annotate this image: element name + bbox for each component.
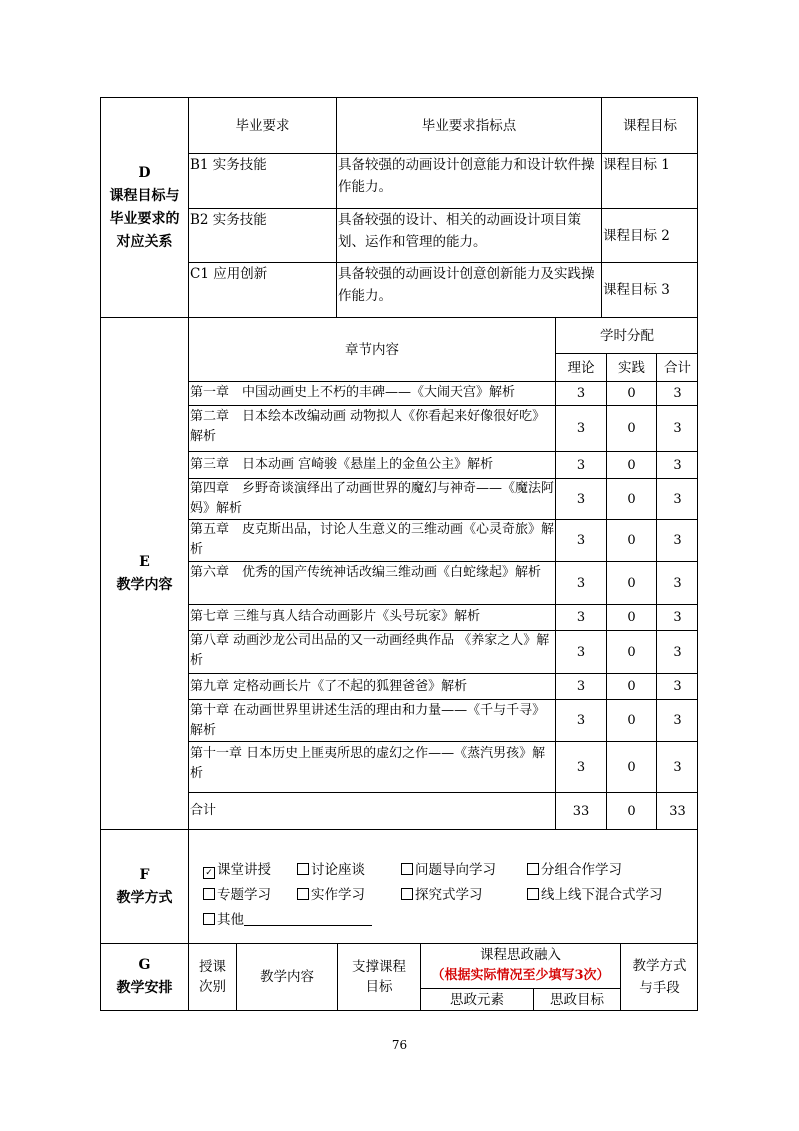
label-line: D xyxy=(138,164,151,181)
requirement-cell: C1 应用创新 xyxy=(190,266,268,282)
theory-hours: 3 xyxy=(576,610,586,625)
chapter-row: 第八章 动画沙龙公司出品的又一动画经典作品 《养家之人》解析 xyxy=(190,633,550,668)
chapter-row: 第十一章 日本历史上匪夷所思的虚幻之作——《蒸汽男孩》解析 xyxy=(190,746,546,781)
total-hours: 3 xyxy=(673,759,682,775)
chapter-row: 第七章 三维与真人结合动画影片《头号玩家》解析 xyxy=(190,609,481,624)
header-teaching-content: 教学内容 xyxy=(260,969,314,985)
section-d-label xyxy=(101,98,188,317)
option-label: 实作学习 xyxy=(311,887,365,903)
practice-hours: 0 xyxy=(627,759,636,775)
header-ideology-element: 思政元素 xyxy=(450,991,504,1008)
header-ideology: 课程思政融入 xyxy=(480,947,561,963)
header-total: 合计 xyxy=(664,359,691,376)
label-line: 教学安排 xyxy=(116,980,173,996)
other-fill-line[interactable] xyxy=(244,911,372,926)
practice-hours: 0 xyxy=(627,644,636,660)
method-option-discussion[interactable] xyxy=(297,860,365,880)
total-hours: 3 xyxy=(673,713,682,728)
theory-hours: 3 xyxy=(576,759,586,775)
header-requirement: 毕业要求 xyxy=(235,117,290,134)
total-row-label: 合计 xyxy=(190,802,217,818)
method-option-inquiry[interactable] xyxy=(401,885,483,905)
label-line: 教学方式 xyxy=(116,889,173,906)
checkbox-icon[interactable] xyxy=(527,888,539,900)
option-label: 其他 xyxy=(217,912,244,928)
practice-hours: 0 xyxy=(627,457,636,473)
total-hours: 3 xyxy=(673,575,682,591)
chapter-row: 第四章 乡野奇谈演绎出了动画世界的魔幻与神奇——《魔法阿妈》解析 xyxy=(190,481,555,516)
theory-hours: 3 xyxy=(576,491,586,507)
total-hours: 3 xyxy=(673,457,682,473)
divider xyxy=(188,830,189,943)
header-course-goal: 课程目标 xyxy=(623,117,677,134)
checkbox-icon[interactable] xyxy=(401,863,413,875)
checkbox-icon[interactable] xyxy=(203,913,215,925)
label-line: 课程目标与 xyxy=(109,187,180,204)
practice-hours: 0 xyxy=(627,713,636,728)
section-f-table xyxy=(100,829,698,944)
section-d-table xyxy=(100,97,698,318)
theory-hours-total: 33 xyxy=(572,803,590,819)
course-goal-cell: 课程目标 2 xyxy=(603,227,670,244)
method-option-other[interactable] xyxy=(203,910,372,930)
section-g-label xyxy=(101,944,188,1010)
option-label: 问题导向学习 xyxy=(415,862,496,878)
chapter-row: 第五章 皮克斯出品，讨论人生意义的三维动画《心灵奇旅》解析 xyxy=(190,522,555,557)
course-goal-cell: 课程目标 3 xyxy=(603,282,670,298)
total-hours: 3 xyxy=(673,533,682,548)
ideology-note: （根据实际情况至少填写3次） xyxy=(431,968,610,983)
option-label: 线上线下混合式学习 xyxy=(541,887,663,903)
practice-hours-total: 0 xyxy=(627,803,636,819)
practice-hours: 0 xyxy=(627,421,636,436)
grand-total-hours: 33 xyxy=(669,803,686,819)
option-label: 课堂讲授 xyxy=(217,862,271,878)
total-hours: 3 xyxy=(673,386,682,401)
option-label: 讨论座谈 xyxy=(311,862,365,878)
label-line: E xyxy=(139,553,150,570)
section-e-label xyxy=(101,318,188,829)
label-line: 对应关系 xyxy=(116,233,173,250)
theory-hours: 3 xyxy=(576,533,586,548)
header-indicator: 毕业要求指标点 xyxy=(421,117,517,134)
header-ideology-goal: 思政目标 xyxy=(550,991,604,1008)
checkbox-icon[interactable] xyxy=(203,888,215,900)
requirement-cell: B2 实务技能 xyxy=(190,212,267,228)
total-hours: 3 xyxy=(673,644,682,660)
checkbox-icon[interactable] xyxy=(401,888,413,900)
chapter-row: 第九章 定格动画长片《了不起的狐狸爸爸》解析 xyxy=(190,679,468,694)
practice-hours: 0 xyxy=(627,386,636,401)
total-hours: 3 xyxy=(673,610,682,625)
chapter-row: 第六章 优秀的国产传统神话改编三维动画《白蛇缘起》解析 xyxy=(190,565,542,580)
checkbox-icon[interactable] xyxy=(297,888,309,900)
chapter-row: 第三章 日本动画 宫崎骏《悬崖上的金鱼公主》解析 xyxy=(190,457,494,472)
indicator-cell: 具备较强的动画设计创意能力和设计软件操作能力。 xyxy=(338,157,595,195)
page-number: 76 xyxy=(391,1038,408,1052)
practice-hours: 0 xyxy=(627,491,636,507)
header-practice: 实践 xyxy=(618,359,645,376)
practice-hours: 0 xyxy=(627,575,636,591)
section-e-table xyxy=(100,317,698,830)
checkbox-icon[interactable] xyxy=(297,863,309,875)
option-label: 分组合作学习 xyxy=(541,862,622,878)
label-line: G xyxy=(138,957,151,973)
label-line: 教学内容 xyxy=(116,576,173,593)
header-hours: 学时分配 xyxy=(600,327,654,344)
section-f-label xyxy=(101,830,188,943)
practice-hours: 0 xyxy=(627,610,636,625)
header-support-goal: 支撑课程目标 xyxy=(352,959,406,995)
course-goal-cell: 课程目标 1 xyxy=(603,157,670,173)
practice-hours: 0 xyxy=(627,533,636,548)
theory-hours: 3 xyxy=(576,457,586,473)
header-chapter-content: 章节内容 xyxy=(345,341,399,358)
header-teaching-method: 教学方式与手段 xyxy=(632,958,687,996)
method-option-topic[interactable] xyxy=(203,885,271,905)
total-hours: 3 xyxy=(673,491,682,507)
label-line: 毕业要求的 xyxy=(109,210,180,227)
theory-hours: 3 xyxy=(576,386,586,401)
chapter-row: 第十章 在动画世界里讲述生活的理由和力量——《千与千寻》解析 xyxy=(190,703,546,738)
theory-hours: 3 xyxy=(576,679,586,694)
method-option-practical[interactable] xyxy=(297,885,365,905)
practice-hours: 0 xyxy=(627,679,636,694)
method-option-lecture[interactable] xyxy=(203,860,271,880)
checkbox-checked-icon[interactable]: ✓ xyxy=(203,867,215,879)
theory-hours: 3 xyxy=(576,575,586,591)
section-g-table xyxy=(100,943,698,1011)
total-hours: 3 xyxy=(673,679,682,694)
total-hours: 3 xyxy=(673,421,682,436)
requirement-cell: B1 实务技能 xyxy=(190,157,267,173)
method-option-problem-based[interactable] xyxy=(401,860,496,880)
option-label: 探究式学习 xyxy=(415,887,483,903)
theory-hours: 3 xyxy=(576,421,586,436)
method-option-group-work[interactable] xyxy=(527,860,622,880)
label-line: F xyxy=(139,866,150,883)
option-label: 专题学习 xyxy=(217,887,271,903)
header-session: 授课次别 xyxy=(199,959,226,995)
theory-hours: 3 xyxy=(576,644,586,660)
header-theory: 理论 xyxy=(567,359,595,376)
chapter-row: 第二章 日本绘本改编动画 动物拟人《你看起来好像很好吃》解析 xyxy=(190,409,546,444)
chapter-row: 第一章 中国动画史上不朽的丰碑——《大闹天宫》解析 xyxy=(190,385,516,400)
theory-hours: 3 xyxy=(576,713,586,728)
checkbox-icon[interactable] xyxy=(527,863,539,875)
method-option-blended[interactable] xyxy=(527,885,663,905)
indicator-cell: 具备较强的设计、相关的动画设计项目策划、运作和管理的能力。 xyxy=(338,212,581,250)
indicator-cell: 具备较强的动画设计创意创新能力及实践操作能力。 xyxy=(338,266,595,304)
